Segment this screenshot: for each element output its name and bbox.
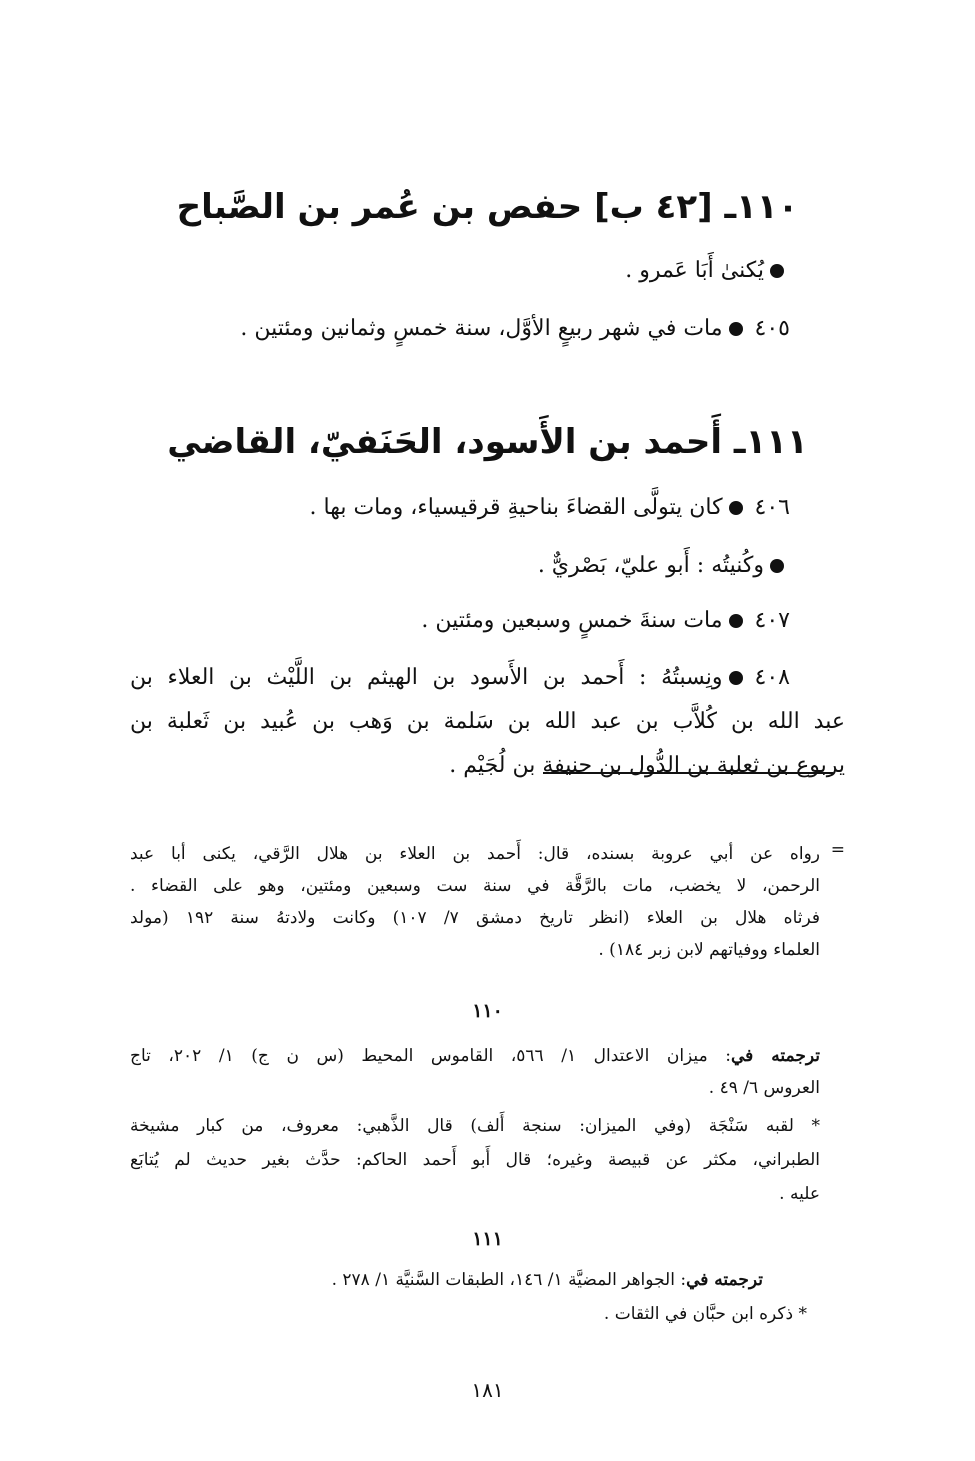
entry-110-title: ١١٠ـ [٤٢ ب] حفص بن عُمر بن الصَّباح bbox=[176, 187, 799, 227]
continuation-marker: = bbox=[830, 840, 845, 860]
bullet-icon bbox=[770, 559, 784, 573]
footnote-label: ترجمته في bbox=[686, 1270, 763, 1290]
paragraph-number: ٤٠٧ bbox=[754, 608, 790, 633]
footnote-continuation-line: فرثاه هلال بن العلاء (انظر تاريخ دمشق ٧/ ١٠٧) وكانت ولادتهُ سنة ١٩٢ (مولد bbox=[130, 908, 820, 928]
paragraph-number: ٤٠٦ bbox=[754, 495, 790, 520]
bullet-icon bbox=[729, 322, 743, 336]
paragraph-number: ٤٠٥ bbox=[754, 316, 790, 341]
entry-110-kunya bbox=[80, 255, 790, 287]
footnote-111-line-1 bbox=[200, 1266, 763, 1295]
bullet-icon bbox=[729, 614, 743, 628]
page-number: ١٨١ bbox=[471, 1378, 504, 1402]
footnote-111-line-2: * ذكره ابن حبَّان في الثقات . bbox=[603, 1304, 807, 1324]
bullet-icon bbox=[729, 501, 743, 515]
lineage-line-1 bbox=[130, 662, 790, 694]
bullet-icon bbox=[770, 264, 784, 278]
footnote-separator bbox=[543, 772, 833, 774]
entry-111-title: ١١١ـ أَحمد بن الأَسود، الحَنَفيّ، القاضي bbox=[167, 422, 808, 462]
item-text: كان يتولَّى القضاءَ بناحيةِ قرقيسياء، ومات بها . bbox=[309, 495, 723, 520]
footnote-text: : الجواهر المضيَّة ١/ ١٤٦، الطبقات السَّنيَّة ١/ ٢٧٨ . bbox=[331, 1270, 687, 1290]
entry-111-item bbox=[80, 550, 790, 582]
entry-111-item bbox=[80, 492, 790, 524]
footnote-110-line-5: عليه . bbox=[779, 1184, 820, 1204]
item-text: وكُنيتُه : أَبو عليّ، بَصْريٌّ . bbox=[537, 553, 764, 578]
footnote-110-line-4: الطبراني، مكثر عن قبيصة وغيره؛ قال أَبو أَحمد الحاكم: حدَّث بغير حديث لم يُتابَع bbox=[130, 1150, 820, 1170]
paragraph-number: ٤٠٨ bbox=[754, 665, 790, 690]
footnote-continuation-line: العلماء ووفياتهم لابن زبر ١٨٤) . bbox=[598, 940, 820, 960]
footnote-110-line-3: * لقبه سَنْجَة (وفي الميزان: سنجة أَلف) قال الذَّهبي: معروف، من كبار مشيخة bbox=[130, 1116, 820, 1136]
footnote-text: : ميزان الاعتدال ١/ ٥٦٦، القاموس المحيط (س ن ج) ١/ ٢٠٢، تاج bbox=[130, 1046, 731, 1066]
death-text: مات في شهر ربيعٍ الأوَّل، سنة خمسٍ وثمانين ومئتين . bbox=[240, 316, 723, 341]
footnote-continuation-line: الرحمن، لا يخضب، مات بالرَّقَّة في سنة ست وسبعين ومئتين، وهو على القضاء . bbox=[130, 876, 820, 896]
footnote-number-111: ١١١ bbox=[472, 1228, 503, 1250]
item-text: مات سنةَ خمسٍ وسبعين ومئتين . bbox=[421, 608, 723, 633]
bullet-icon bbox=[729, 671, 743, 685]
footnote-110-line-2: العروس ٦/ ٤٩ . bbox=[708, 1078, 820, 1098]
lineage-line-3: يربوع بن ثعلبة بن الدُّول بن حنيفة بن لُجَيْم . bbox=[449, 753, 845, 778]
footnote-number-110: ١١٠ bbox=[472, 1000, 503, 1022]
entry-111-item bbox=[80, 605, 790, 637]
footnote-continuation-line: رواه عن أبي عروبة بسنده، قال: أَحمد بن العلاء بن هلال الرَّقي، يكنى أبا عبد bbox=[130, 844, 820, 864]
kunya-text: يُكنىٰ أَبَا عَمرو . bbox=[625, 258, 764, 283]
footnote-110-line-1 bbox=[130, 1042, 820, 1071]
lineage-text: ونِسبتُهُ : أَحمد بن الأَسود بن الهيثم بن اللَّيْث بن العلاء بن bbox=[130, 665, 723, 690]
lineage-line-2: عبد الله بن كُلاَّب بن عبد الله بن سَلمة بن وَهب بن عُبيد بن ثَعلبة بن bbox=[130, 709, 845, 734]
entry-110-death bbox=[80, 313, 790, 345]
footnote-label: ترجمته في bbox=[730, 1046, 820, 1066]
